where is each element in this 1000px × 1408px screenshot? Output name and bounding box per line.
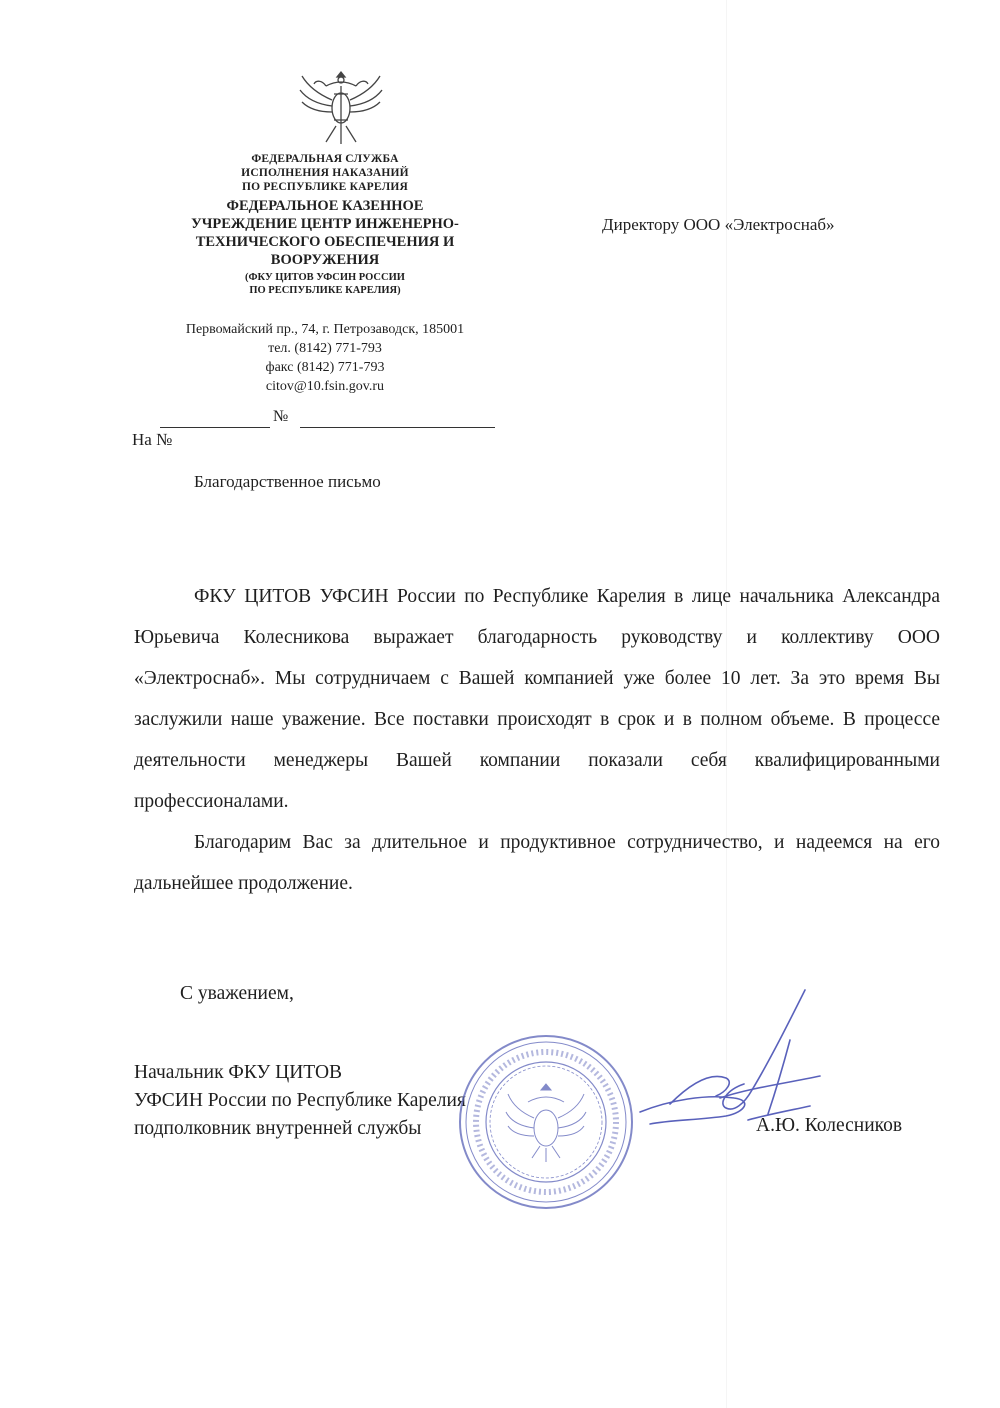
service-line-1: ФЕДЕРАЛЬНАЯ СЛУЖБА bbox=[251, 153, 399, 165]
addressee: Директору ООО «Электроснаб» bbox=[602, 215, 835, 234]
signatory-title bbox=[134, 1059, 466, 1143]
letter-body bbox=[134, 576, 940, 904]
closing-phrase: С уважением, bbox=[180, 983, 294, 1004]
organization-header bbox=[150, 152, 500, 297]
fax: факс (8142) 771-793 bbox=[265, 360, 385, 375]
number-sign: № bbox=[273, 408, 289, 425]
eagle-emblem-icon bbox=[296, 64, 386, 154]
contact-block bbox=[150, 320, 500, 396]
date-blank-line bbox=[160, 427, 270, 428]
address: Первомайский пр., 74, г. Петрозаводск, 185001 bbox=[185, 322, 465, 337]
institution-line-4: ВООРУЖЕНИЯ bbox=[270, 252, 380, 268]
email: citov@10.fsin.gov.ru bbox=[265, 379, 385, 394]
signatory-title-line-2: УФСИН России по Республике Карелия bbox=[134, 1090, 466, 1111]
body-paragraph-1: ФКУ ЦИТОВ УФСИН России по Республике Карелия в лице начальника Александра Юрьевича Колесникова выражает благодарность руководству и коллективу ООО «Электроснаб». Мы сотрудничаем с Вашей компанией уже более 10 лет. За это время Вы заслужили наше уважение. Все поставки происходят в срок и в полном объеме. В процессе деятельности менеджеры Вашей компании показали себя квалифицированными профессионалами. bbox=[134, 586, 940, 812]
abbr-line-2: ПО РЕСПУБЛИКЕ КАРЕЛИЯ) bbox=[249, 285, 401, 296]
reply-reference: На № bbox=[132, 430, 173, 449]
institution-line-3: ТЕХНИЧЕСКОГО ОБЕСПЕЧЕНИЯ И bbox=[195, 234, 455, 250]
number-blank-line bbox=[300, 427, 495, 428]
signatory-name: А.Ю. Колесников bbox=[756, 1115, 903, 1136]
abbr-line-1: (ФКУ ЦИТОВ УФСИН РОССИИ bbox=[245, 272, 405, 283]
signature-icon bbox=[520, 980, 860, 1160]
body-paragraph-2: Благодарим Вас за длительное и продуктивное сотрудничество, и надеемся на его дальнейшее продолжение. bbox=[134, 832, 940, 894]
outgoing-number-line bbox=[160, 406, 500, 432]
signatory-title-line-3: подполковник внутренней службы bbox=[134, 1118, 422, 1139]
phone: тел. (8142) 771-793 bbox=[268, 341, 382, 356]
institution-line-2: УЧРЕЖДЕНИЕ ЦЕНТР ИНЖЕНЕРНО- bbox=[191, 216, 459, 232]
service-line-3: ПО РЕСПУБЛИКЕ КАРЕЛИЯ bbox=[241, 181, 409, 193]
institution-line-1: ФЕДЕРАЛЬНОЕ КАЗЕННОЕ bbox=[226, 198, 424, 214]
service-line-2: ИСПОЛНЕНИЯ НАКАЗАНИЙ bbox=[241, 167, 409, 179]
letter-subject: Благодарственное письмо bbox=[194, 472, 381, 491]
signatory-title-line-1: Начальник ФКУ ЦИТОВ bbox=[134, 1062, 343, 1083]
